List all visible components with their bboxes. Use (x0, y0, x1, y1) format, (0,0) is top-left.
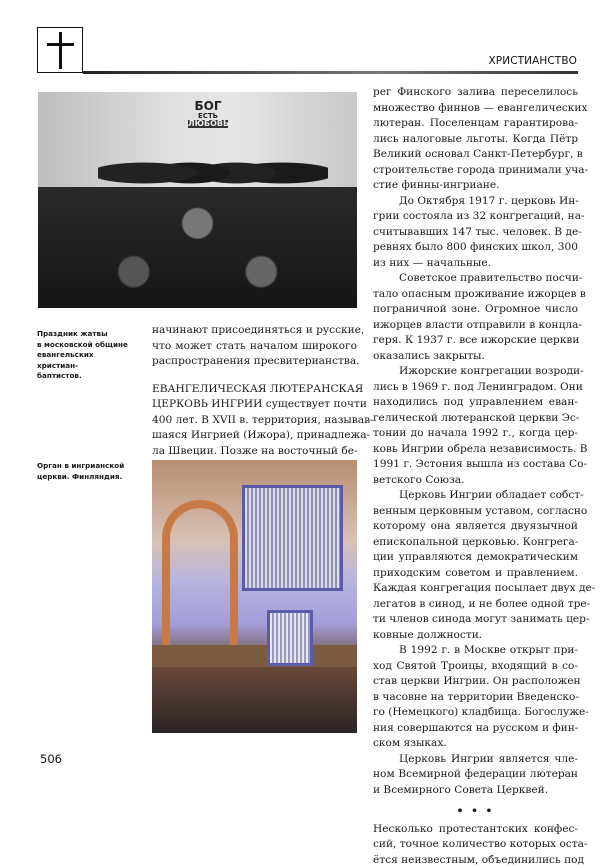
text-line: что может стать началом широкого (152, 339, 357, 355)
section-title: ХРИСТИАНСТВО (489, 55, 577, 67)
text-line: ЦЕРКОВЬ ИНГРИИ существует почти (152, 397, 357, 413)
text-line: ла Швеции. Позже на восточный бе- (152, 444, 357, 460)
header-rule (83, 71, 578, 74)
figure-caption-organ: Орган в ингрианской церкви. Финляндия. (37, 461, 137, 482)
right-column-text (373, 85, 578, 868)
photo-organ-pipes-lower (267, 610, 313, 666)
section-separator: • • • (373, 804, 578, 820)
text-line: начинают присоединяться и русские, (152, 323, 357, 339)
paragraph: В 1992 г. в Москве открыт при- ход Святой Троицы, входящий в со- став церкви Ингрии. Он расположен в часовне на территории Введенско- го (Немецкого) кладбища. Богослуже- ния совершаются на русском и фин- ском языках. (373, 643, 578, 752)
paragraph: рег Финского залива переселилось множество финнов — евангелических лютеран. Поселенцам гарантирова- лись налоговые льготы. Когда Пётр Великий основал Санкт-Петербург, в строительстве города принимали уча- стие финны-ингриане. (373, 85, 578, 194)
photo-flowers (38, 187, 357, 308)
paragraph: Церковь Ингрии обладает собст- венным церковным уставом, согласно которому она является двуязычной епископальной церковью. Конгрега- ции управляются демократическим приходским советом и правлением. Каждая конгрегация посылает двух де- легатов в синод, и не более одной тре- ти членов синода могут занимать цер- ковные должности. (373, 488, 578, 643)
text-line: распространения пресвитерианства. (152, 354, 357, 370)
organ-photo (152, 460, 357, 733)
cross-icon (59, 32, 62, 69)
photo-balcony (152, 645, 357, 667)
cross-icon-box (37, 27, 83, 73)
cross-icon-bar (47, 43, 74, 46)
paragraph: Советское правительство посчи- тало опасным проживание ижорцев в пограничной зоне. Огромное число ижорцев власти отправили в концла- геря. К 1937 г. все ижорские церкви оказались закрыты. (373, 271, 578, 364)
harvest-festival-photo (38, 92, 357, 308)
left-column-text (152, 323, 357, 459)
text-line: шаяся Ингрией (Ижора), принадлежа- (152, 428, 357, 444)
figure-caption-harvest: Праздник жатвы в московской общине евангельских христиан- баптистов. (37, 329, 137, 382)
photo-banner: БОГ ЕСТЬ ЛЮБОВЬ (188, 100, 228, 128)
paragraph: До Октября 1917 г. церковь Ин- грии состояла из 32 конгрегаций, на- считывавших 147 тыс. человек. В де- ревнях было 800 финских школ, 300 из них — начальные. (373, 194, 578, 272)
text-line: 400 лет. В XVII в. территория, называв- (152, 413, 357, 429)
paragraph: Ижорские конгрегации возроди- лись в 1969 г. под Ленинградом. Они находились под управлением еван- гелической лютеранской церкви Эс- тонии до начала 1992 г., когда цер- ковь Ингрии обрела независимость. В 1991 г. Эстония вышла из состава Со- ветского Союза. (373, 364, 578, 488)
paragraph: Церковь Ингрии является чле- ном Всемирной федерации лютеран и Всемирного Совета Церквей. (373, 752, 578, 799)
paragraph: Несколько протестантских конфес- сий, точное количество которых оста- ётся неизвестным, объединились под (373, 822, 578, 868)
photo-arch (162, 500, 238, 658)
photo-organ-pipes (242, 485, 343, 591)
page-number: 506 (40, 752, 62, 766)
section-heading-line: ЕВАНГЕЛИЧЕСКАЯ ЛЮТЕРАНСКАЯ (152, 382, 357, 398)
